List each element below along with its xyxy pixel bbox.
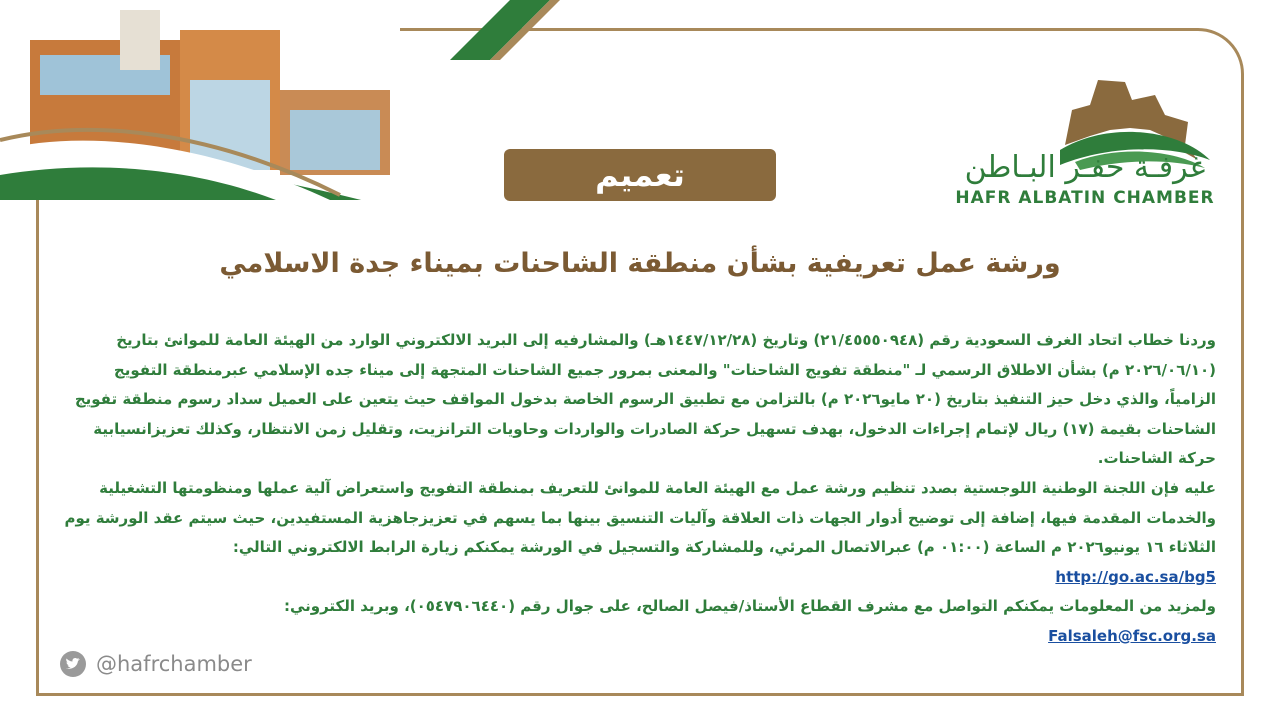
paragraph-contact: ولمزيد من المعلومات يمكنكم التواصل مع مشرف القطاع الأستاذ/فيصل الصالح، على جوال رقم (٠٥٤٧٩٠٦٤٤٠)، وبريد الكتروني:: [283, 597, 1216, 616]
paragraph-workshop: عليه فإن اللجنة الوطنية اللوجستية بصدد تنظيم ورشة عمل مع الهيئة العامة للموانئ للتعريف بمنطقة التفويج واستعراض آلية عملها ومنظومتها التشغيلية والخدمات المقدمة فيها، إضافة إلى توضيح أدوار الجهات ذات العلاقة وآليات التنسيق بينها بما يسهم في تعزيزجاهزية المستفيدين، حيث سيتم عقد الورشة يوم الثلاثاء ١٦ يونيو٢٠٢٦ م الساعة (٠١:٠٠ م) عبرالاتصال المرئي، وللمشاركة والتسجيل في الورشة يمكنكم زيارة الرابط الالكتروني التالي:: [64, 478, 1216, 557]
circular-badge: تعميم: [504, 149, 776, 201]
paragraph-intro: وردنا خطاب اتحاد الغرف السعودية رقم (٢١/٤٥٥٥٠٩٤٨) وتاريخ (١٤٤٧/١٢/٢٨هـ) والمشارفيه إلى البريد الالكتروني الوارد من الهيئة العامة للموانئ بتاريخ (٢٠٢٦/٠٦/١٠ م) بشأن الاطلاق الرسمي لـ "منطقة تفويج الشاحنات" والمعنى بمرور جميع الشاحنات المتجهة إلى ميناء جده الإسلامي عبرمنطقة التفويج الزامياً، والذي دخل حيز التنفيذ بتاريخ (٢٠ مايو٢٠٢٦ م) بالتزامن مع تطبيق الرسوم الخاصة بدخول المواقف حيث يتعين على العميل سداد رسوم منطقة تفويج الشاحنات بقيمة (١٧) ريال لإتمام إجراءات الدخول، بهدف تسهيل حركة الصادرات والواردات وحاويات الترانزيت، وتقليل زمن الانتظار، وكذلك تعزيزانسيابية حركة الشاحنات.: [74, 331, 1216, 468]
chamber-building-image: [0, 0, 400, 200]
twitter-icon: [60, 651, 86, 677]
announcement-body: [64, 326, 1216, 652]
registration-link[interactable]: http://go.ac.sa/bg5: [1055, 567, 1216, 586]
contact-email-link[interactable]: Falsaleh@fsc.org.sa: [1048, 626, 1216, 645]
decorative-stripes: [400, 0, 560, 60]
logo-name-arabic: غرفـة حفـر البـاطن: [964, 150, 1206, 185]
logo-name-english: HAFR ALBATIN CHAMBER: [955, 188, 1215, 208]
chamber-logo-icon: [940, 50, 1230, 210]
social-handle[interactable]: [60, 650, 252, 678]
social-handle-text: @hafrchamber: [96, 652, 252, 676]
page-title: ورشة عمل تعريفية بشأن منطقة الشاحنات بميناء جدة الاسلامي: [219, 248, 1061, 279]
